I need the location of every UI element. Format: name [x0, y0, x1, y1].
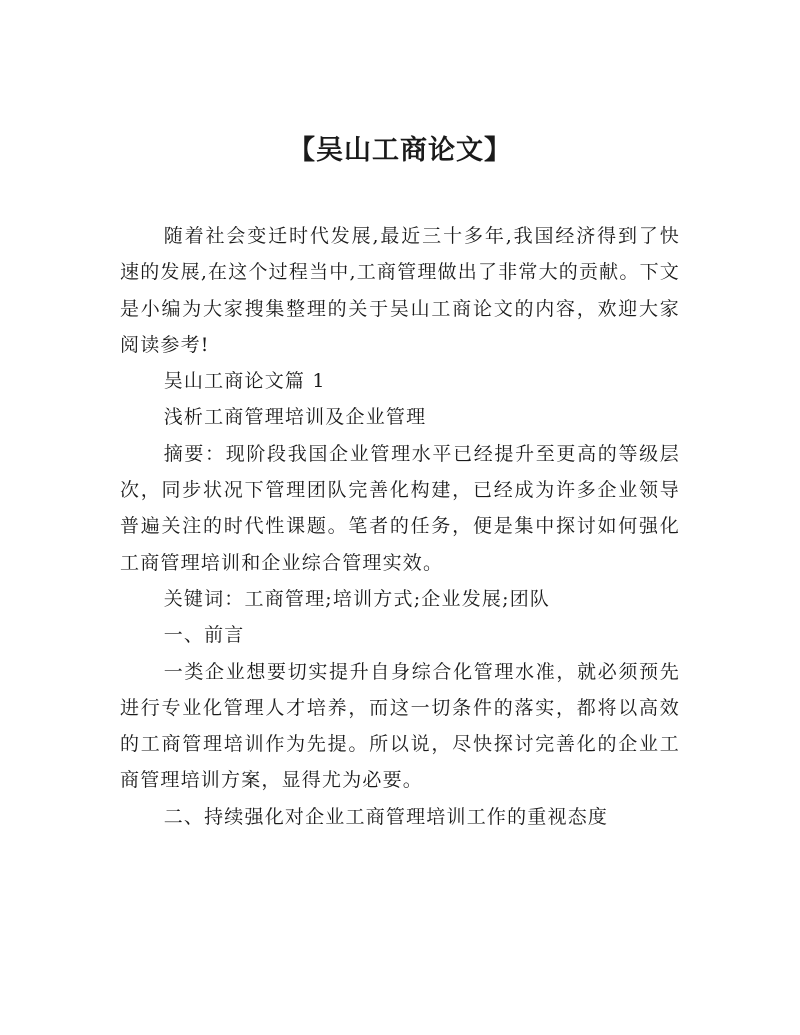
preface-paragraph: 一类企业想要切实提升自身综合化管理水准，就必须预先进行专业化管理人才培养，而这一切条件的落实，都将以高效的工商管理培训作为先提。所以说，尽快探讨完善化的企业工商管理培训方案，显得尤为必要。: [120, 660, 680, 792]
document-body: [120, 218, 680, 835]
document-title: 【吴山工商论文】: [288, 135, 512, 166]
abstract-paragraph: 摘要：现阶段我国企业管理水平已经提升至更高的等级层次，同步状况下管理团队完善化构建，已经成为许多企业领导普遍关注的时代性课题。笔者的任务，便是集中探讨如何强化工商管理培训和企业综合管理实效。: [120, 442, 680, 574]
section-heading-two: 二、持续强化对企业工商管理培训工作的重视态度: [163, 805, 609, 828]
section-heading-part-1: 吴山工商论文篇 1: [163, 370, 326, 393]
intro-paragraph: 随着社会变迁时代发展,最近三十多年,我国经济得到了快速的发展,在这个过程当中,工商管理做出了非常大的贡献。下文是小编为大家搜集整理的关于吴山工商论文的内容，欢迎大家阅读参考!: [120, 225, 680, 356]
keywords-paragraph: 关键词：工商管理;培训方式;企业发展;团队: [163, 587, 551, 610]
section-heading-preface: 一、前言: [163, 624, 245, 647]
article-title: 浅析工商管理培训及企业管理: [163, 406, 427, 429]
